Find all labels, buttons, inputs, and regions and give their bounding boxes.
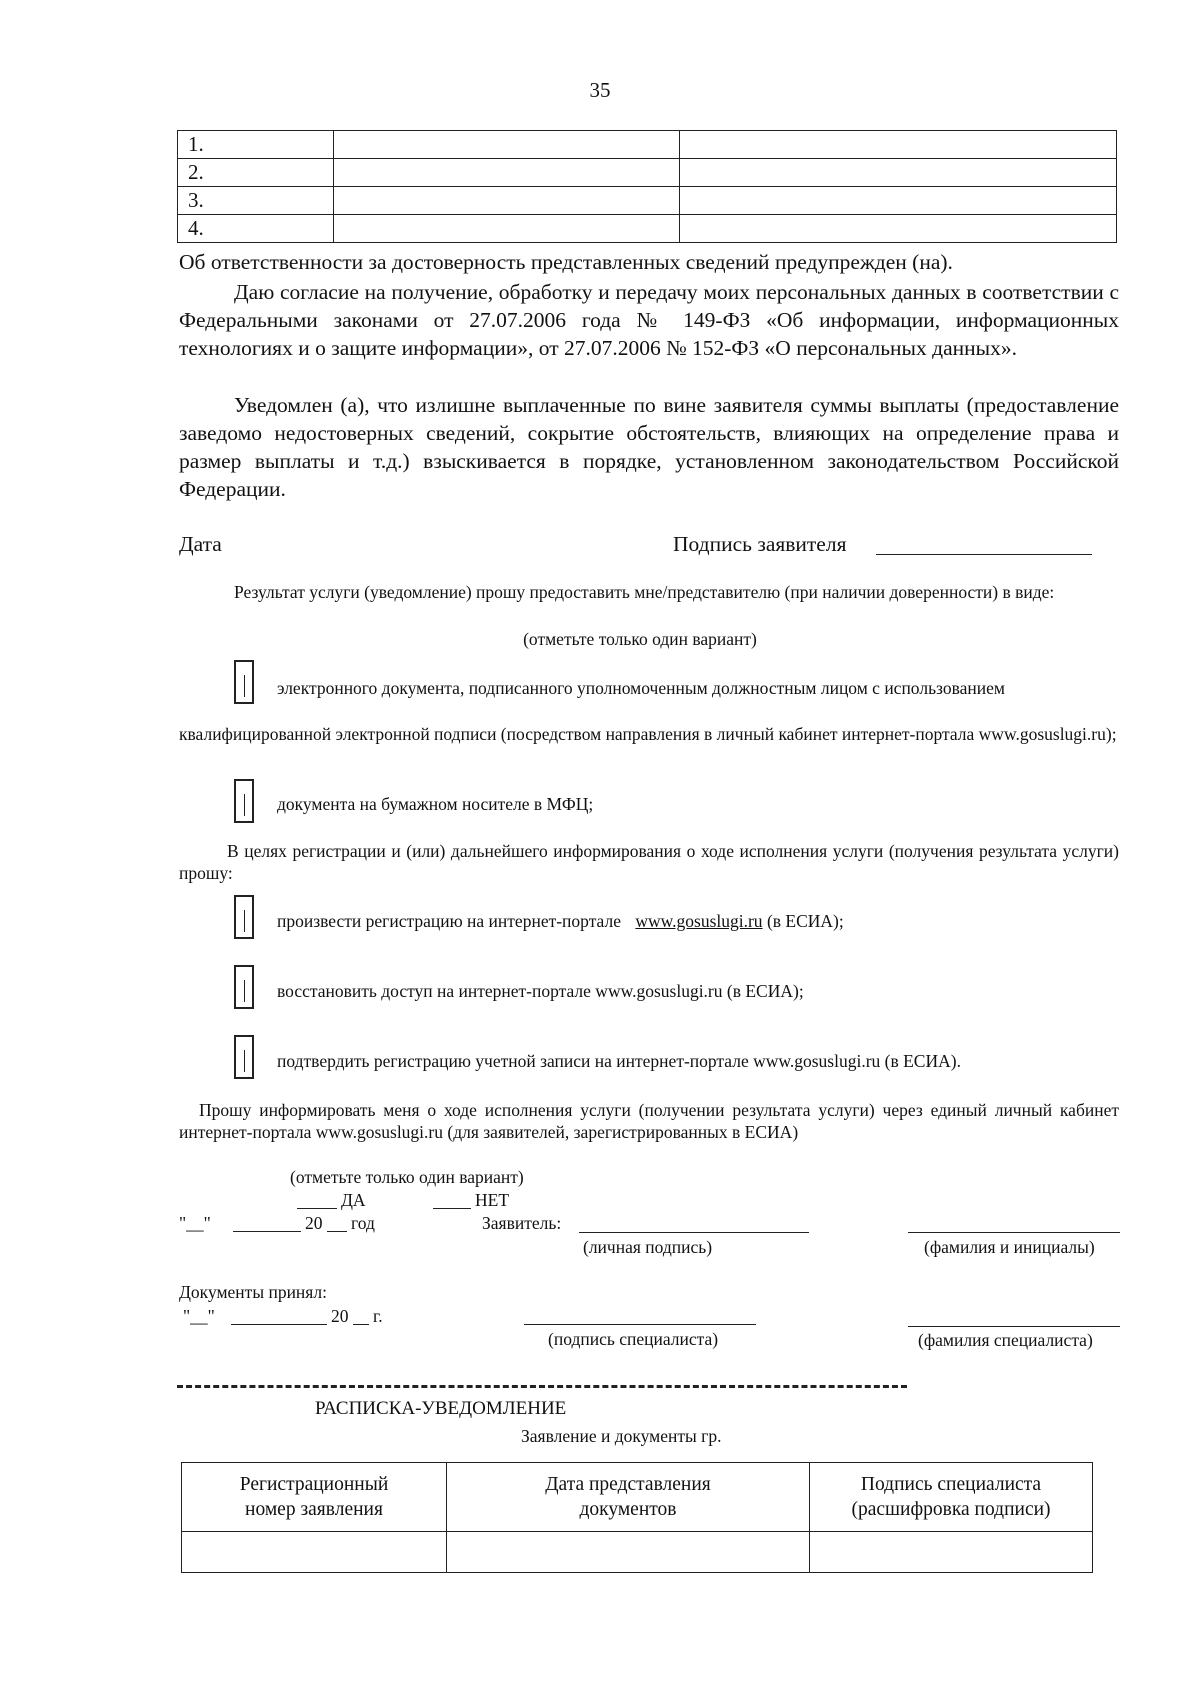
- personal-signature-caption: (личная подпись): [583, 1237, 713, 1257]
- table-header-row: [182, 1463, 1093, 1532]
- accepted-date-line[interactable]: [231, 1324, 327, 1325]
- specialist-signature-line[interactable]: [524, 1324, 756, 1325]
- confirm-registration-checkbox[interactable]: [234, 1035, 254, 1079]
- restore-access-checkbox[interactable]: [234, 965, 254, 1009]
- accepted-year-suffix: г.: [373, 1306, 383, 1326]
- header-line: Дата представления: [545, 1474, 711, 1495]
- table-cell[interactable]: [334, 187, 680, 215]
- option-electronic-line2: квалифицированной электронной подписи (посредством направления в личный кабинет интернет-портала www.gosuslugi.ru);: [179, 724, 1117, 744]
- header-line: Регистрационный: [239, 1474, 389, 1495]
- row-number: 3.: [178, 187, 334, 215]
- table-cell[interactable]: [680, 187, 1117, 215]
- gosuslugi-link[interactable]: www.gosuslugi.ru: [635, 911, 763, 931]
- electronic-document-checkbox[interactable]: [234, 660, 254, 704]
- register-checkbox[interactable]: [234, 895, 254, 939]
- table-row: [182, 1532, 1093, 1573]
- row-number: 1.: [178, 131, 334, 159]
- table-cell[interactable]: [447, 1532, 810, 1573]
- header-line: (расшифровка подписи): [851, 1499, 1051, 1520]
- personal-signature-line[interactable]: [579, 1232, 809, 1233]
- accepted-date-quote: "__": [183, 1306, 215, 1326]
- inform-date-quote: "__": [179, 1213, 211, 1233]
- notice-paragraph: Уведомлен (а), что излишне выплаченные по вине заявителя суммы выплаты (предоставление заведомо недостоверных сведений, сокрытие обстоятельств, влияющих на определение права и размер выплаты и т.д.) взыскивается в порядке, установленном законодательством Российской Федерации.: [179, 393, 1119, 501]
- option-paper: документа на бумажном носителе в МФЦ;: [277, 794, 594, 814]
- table-row: [178, 131, 1117, 159]
- header-registration-number: [182, 1463, 447, 1532]
- specialist-signature-caption: (подпись специалиста): [548, 1329, 719, 1349]
- header-specialist-signature: [810, 1463, 1093, 1532]
- option-electronic-line1: электронного документа, подписанного уполномоченным должностным лицом с использованием: [277, 678, 1005, 698]
- inform-date-line[interactable]: [233, 1231, 301, 1232]
- table-row: [178, 159, 1117, 187]
- receipt-subtitle: Заявление и документы гр.: [521, 1426, 722, 1446]
- receipt-table: [181, 1462, 1093, 1573]
- table-cell[interactable]: [182, 1532, 447, 1573]
- header-submission-date: [447, 1463, 810, 1532]
- responsibility-paragraph: Об ответственности за достоверность представленных сведений предупрежден (на).: [179, 250, 953, 274]
- accepted-year-line[interactable]: [353, 1324, 369, 1325]
- option-restore-access: восстановить доступ на интернет-портале www.gosuslugi.ru (в ЕСИА);: [277, 981, 804, 1001]
- header-line: номер заявления: [245, 1499, 383, 1520]
- applicant-signature-label: Подпись заявителя: [673, 532, 847, 556]
- no-mark-line[interactable]: [433, 1208, 471, 1209]
- option-confirm-registration: подтвердить регистрацию учетной записи на интернет-портале www.gosuslugi.ru (в ЕСИА).: [277, 1051, 961, 1071]
- yes-option: ДА: [341, 1190, 366, 1210]
- specialist-surname-line[interactable]: [908, 1326, 1120, 1327]
- registration-intro: В целях регистрации и (или) дальнейшего информирования о ходе исполнения услуги (получения результата услуги) прошу:: [179, 841, 1119, 883]
- page-number: 35: [589, 78, 611, 102]
- result-intro: Результат услуги (уведомление) прошу предоставить мне/представителю (при наличии доверенности) в виде:: [234, 582, 1055, 602]
- choose-one-note: (отметьте только один вариант): [523, 629, 757, 649]
- inform-paragraph: Прошу информировать меня о ходе исполнения услуги (получении результата услуги) через единый личный кабинет интернет-портала www.gosuslugi.ru (для заявителей, зарегистрированных в ЕСИА): [179, 1100, 1119, 1142]
- documents-accepted-label: Документы принял:: [179, 1282, 327, 1302]
- option-register: [277, 910, 844, 932]
- table-row: [178, 187, 1117, 215]
- cut-line: [177, 1385, 907, 1388]
- table-row: [178, 215, 1117, 243]
- applicant-list-table: [177, 130, 1117, 243]
- yes-mark-line[interactable]: [297, 1208, 337, 1209]
- inform-year-prefix: 20: [305, 1213, 323, 1233]
- option-register-text: произвести регистрацию на интернет-портале: [277, 911, 621, 931]
- table-cell[interactable]: [334, 131, 680, 159]
- table-cell[interactable]: [680, 159, 1117, 187]
- surname-initials-caption: (фамилия и инициалы): [924, 1237, 1095, 1257]
- accepted-year-prefix: 20: [331, 1306, 349, 1326]
- surname-initials-line[interactable]: [908, 1232, 1120, 1233]
- table-cell[interactable]: [334, 215, 680, 243]
- date-label: Дата: [179, 532, 222, 556]
- row-number: 4.: [178, 215, 334, 243]
- consent-paragraph: Даю согласие на получение, обработку и передачу моих персональных данных в соответствии с Федеральными законами от 27.07.2006 года № 149-ФЗ «Об информации, информационных технологиях и о защите информации», от 27.07.2006 № 152-ФЗ «О персональных данных».: [179, 280, 1119, 360]
- specialist-surname-caption: (фамилия специалиста): [918, 1330, 1093, 1350]
- table-cell[interactable]: [680, 215, 1117, 243]
- header-line: документов: [579, 1499, 677, 1520]
- no-option: НЕТ: [475, 1190, 510, 1210]
- header-line: Подпись специалиста: [860, 1474, 1042, 1495]
- table-cell[interactable]: [810, 1532, 1093, 1573]
- table-cell[interactable]: [334, 159, 680, 187]
- inform-year-suffix: год: [351, 1213, 375, 1233]
- receipt-title: РАСПИСКА-УВЕДОМЛЕНИЕ: [315, 1398, 567, 1419]
- option-register-suffix: (в ЕСИА);: [766, 911, 844, 931]
- applicant-signature-line[interactable]: [876, 554, 1092, 555]
- inform-year-line[interactable]: [327, 1231, 347, 1232]
- applicant-label: Заявитель:: [482, 1213, 562, 1233]
- paper-document-checkbox[interactable]: [234, 779, 254, 823]
- inform-choose-one: (отметьте только один вариант): [290, 1167, 524, 1187]
- row-number: 2.: [178, 159, 334, 187]
- table-cell[interactable]: [680, 131, 1117, 159]
